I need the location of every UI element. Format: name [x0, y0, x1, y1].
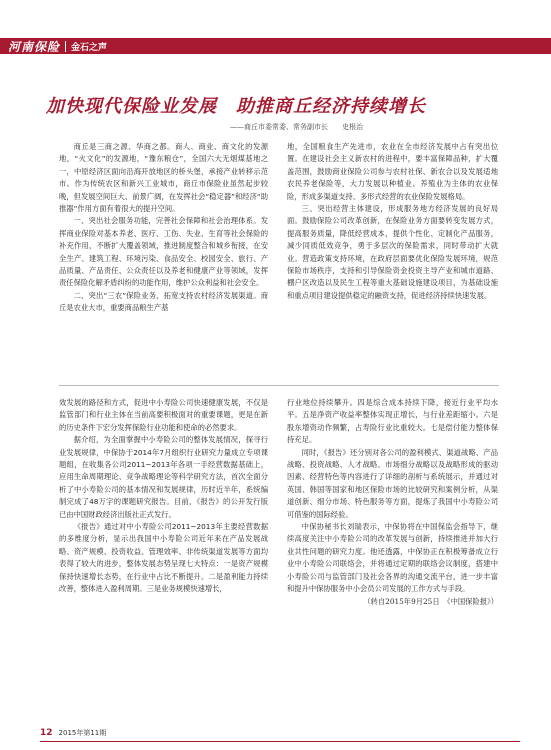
paragraph: 三、突出经营主体建设，形成服务地方经济发展的良好局面。鼓励保险公司改革创新，在保险业务方面要转变发展方式，提高服务质量，降低经营成本，提供个性化、定制化产品服务，减少同质低效竞争，勇于多层次的保险需求，同时带动扩大就业。营造政策支持环境，在政府层面要优化保险发展环境，规范保险市场秩序，支持和引导保险资金投资主导产业和城市道路、棚户区改造以及民生工程等重大基础设施建设项目，为基础设施和重点项目建设提供稳定的融资支持，促进经济持续快速发展。: [287, 204, 498, 300]
header-separator: [65, 41, 66, 52]
magazine-name: 河南保险: [8, 39, 61, 54]
section-divider: [59, 385, 499, 386]
source-note: （转自2015年9月25日 《中国保险报》）: [363, 596, 498, 606]
paragraph: 中保协秘书长刘瑞表示，中保协将在中国保监会指导下，继续高度关注中小寿险公司的改革发展与创新，持续推进并加大行业共性问题的研究力度。他还透露，中保协正在积极筹备成立行业中小寿险公司联络会，并将通过定期的联络会议制度，搭建中小寿险公司与监管部门及社会各界的沟通交流平台，进一步丰富和提升中保协服务中小会员公司发展的工作方式与手段。: [287, 522, 498, 594]
page-number: 12: [40, 728, 53, 738]
paragraph: 商丘是三商之源、华商之都。商人、商业、商文化的发源地，“火文化”的发源地，“豫东粮仓”，全国六大无烟煤基地之一，中原经济区面向沿海开放地区的桥头堡，承接产业转移示范市。作为传统农区和新兴工业城市，商丘市保险业虽然起步较晚，但发展空间巨大、前景广阔，在发挥社会“稳定器”和经济“助推器”作用方面有着很大的提升空间。: [59, 142, 268, 214]
article-column-bottom-right: [287, 397, 498, 703]
article-column-bottom-left: [59, 397, 268, 703]
paragraph: 据介绍，为全面掌握中小寿险公司的整体发展情况，探寻行业发展规律，中保协于2014年7月组织行业研究力量成立专项课题组，在收集各公司2011~2013年各项一手经营数据基础上，应用生命周期理论、竞争战略理论等科学研究方法，首次全面分析了中小寿险公司的基本情况和发展规律，历时近半年，系统编制完成了48万字的课题研究报告。目前，《报告》的公开发行版已由中国财政经济出版社正式发行。: [59, 435, 268, 519]
article-byline: ——商丘市委常委、常务副市长 史根治: [230, 123, 363, 131]
paragraph: 一、突出社会服务功能，完善社会保障和社会治理体系。发挥商业保险对基本养老、医疗、工伤、失业、生育等社会保险的补充作用，不断扩大覆盖领域，推进制度整合和城乡衔接，在安全生产、建筑工程、环境污染、食品安全、校园安全、旅行、产品质量、产品责任、公众责任以及养老和健康产业等领域，发挥责任保险化解矛盾纠纷的功能作用，维护公众利益和社会安全。: [59, 216, 268, 288]
header-brand: [8, 38, 107, 54]
paragraph: 《报告》通过对中小寿险公司2011~2013年主要经营数据的多维度分析，显示出我国中小寿险公司近年来在产品发展战略、资产规模、投资收益、管理效率、非传统渠道发展等方面均表得了较大的进步，整体发展态势呈现七大特点：一是资产规模保持快速增长态势，在行业中占比不断提升。二是盈利能力持续改善，整体进入盈利周期。三是业务规模快速增长，: [59, 522, 268, 594]
article-column-top-right: [287, 141, 498, 371]
paragraph: 同时，《报告》还分别对各公司的盈利模式、渠道战略、产品战略、投资战略、人才战略、市场细分战略以及战略形成的驱动因素、经营特色等内容进行了详细的剖析与系统展示，并通过对英国、韩国等国家和地区保险市场的比较研究和案例分析，从渠道创新、细分市场、特色服务等方面，提炼了我国中小寿险公司可借鉴的国际经验。: [287, 447, 498, 519]
paragraph: 效发展的路径和方式，促进中小寿险公司快速健康发展，不仅是监管部门和行业主体在当前高要积极面对的重要课题，更是在新的历史条件下宏分发挥保险行业功能和使命的必然要求。: [59, 398, 268, 432]
page-footer: [40, 727, 106, 739]
paragraph: 行业地位持续攀升。四是综合成本持续下降，接近行业平均水平。五是净资产收益率整体实现正增长，与行业差距缩小。六是股东增资动作频繁，占寿险行业比重较大。七是偿付能力整体保持充足。: [287, 398, 498, 445]
issue-label: 2015年第11期: [58, 729, 107, 737]
column-name: 金石之声: [71, 42, 108, 53]
footer-rule: [40, 741, 520, 742]
paragraph: 二、突出“三农”保险业务，拓宽支持农村经济发展渠道。商丘是农业大市，重要商品粮生产基: [59, 290, 268, 313]
article-column-top-left: [59, 141, 268, 376]
paragraph: 地，全国粮食生产先进市，农业在全市经济发展中占有突出位置。在建设社会主义新农村的进程中，要丰富保障品种，扩大覆盖范围，鼓励商业保险公司参与农村社保、新农合以及发展适地农民养老保险等，大力发展以种植业、养殖业为主体的农业保险，形成多渠道支持、多形式经营的农业保险发展格局。: [287, 142, 498, 201]
article-title: 加快现代保险业发展 助推商丘经济持续增长: [46, 96, 426, 117]
